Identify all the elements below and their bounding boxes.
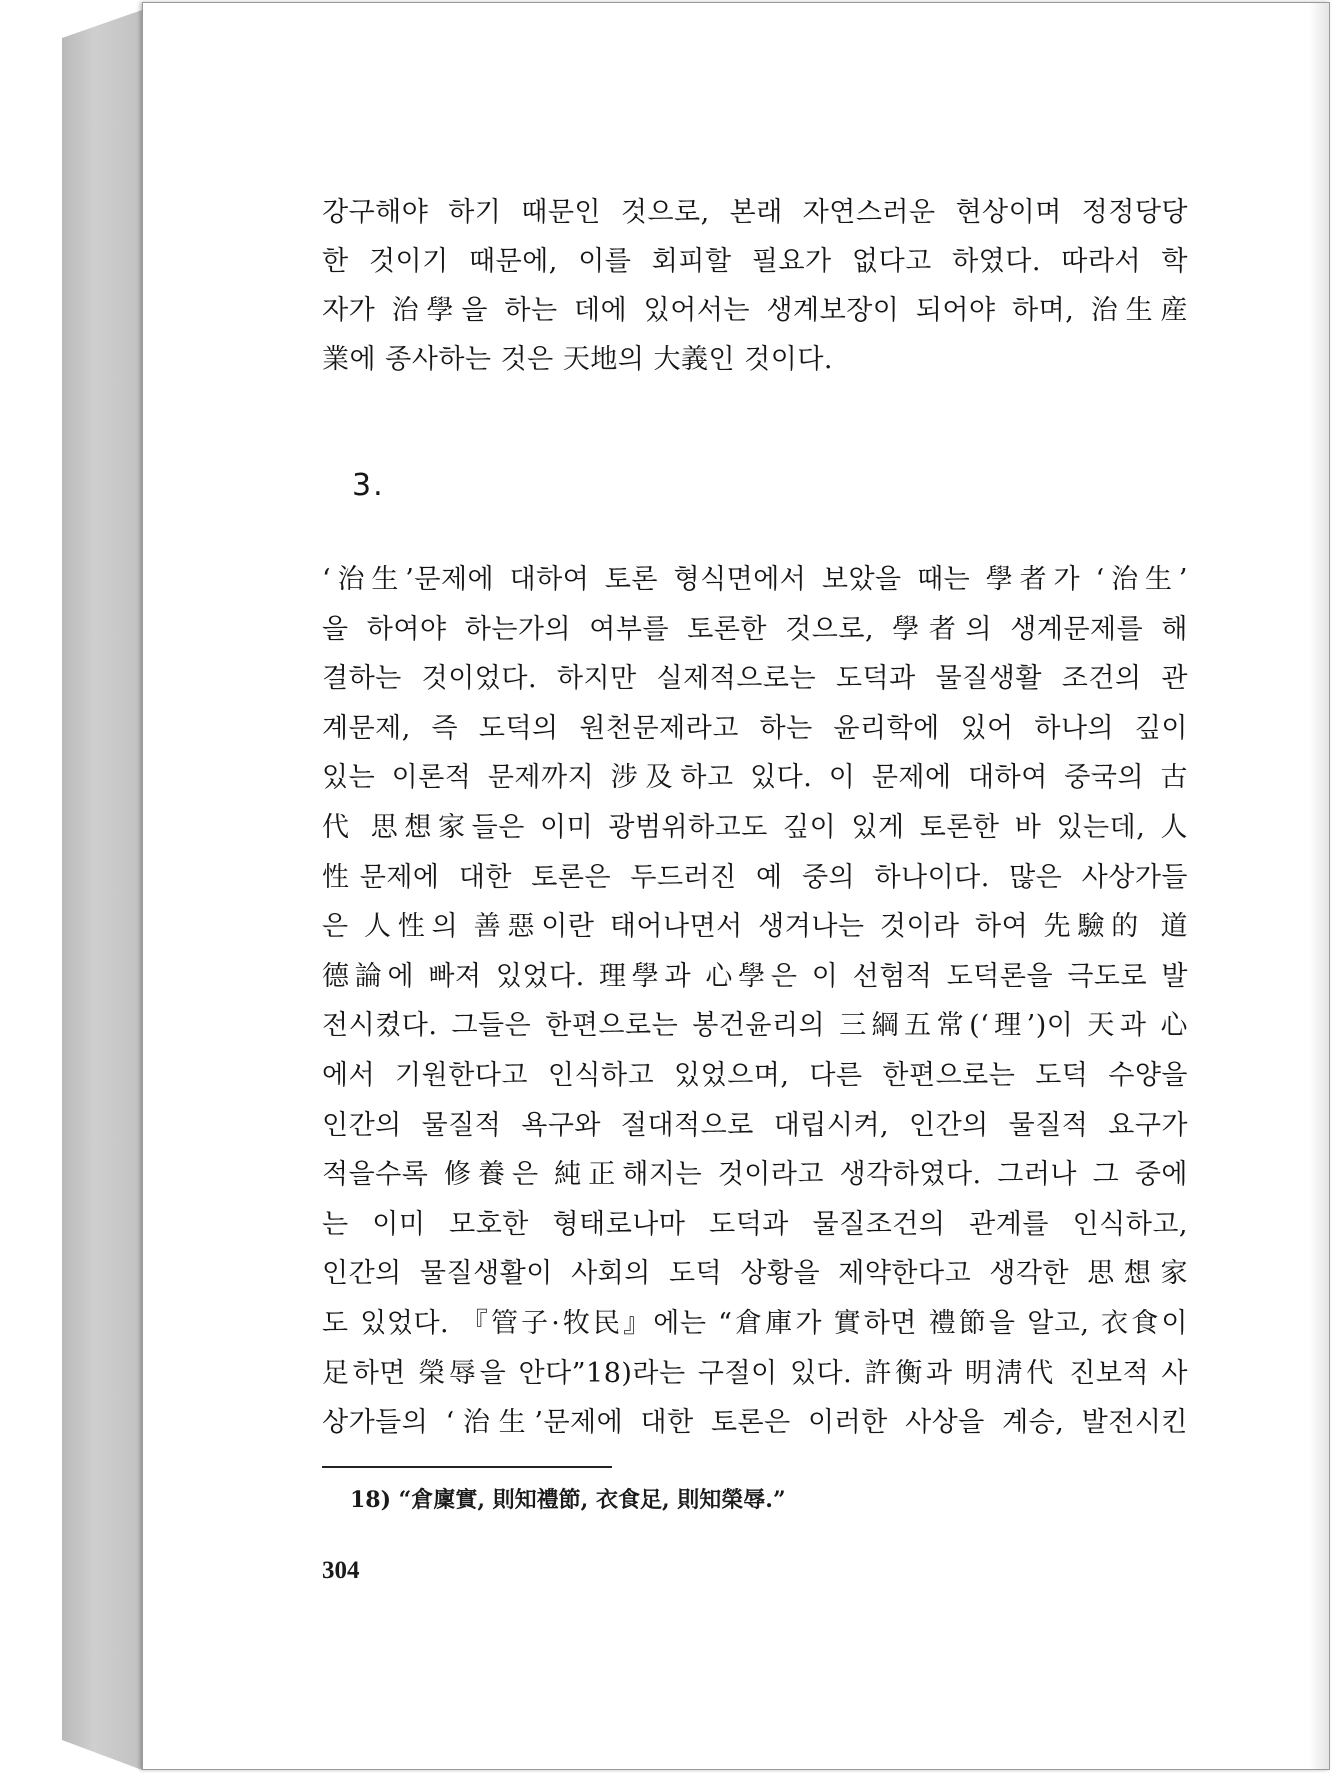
section-heading: 3. <box>352 468 385 503</box>
paragraph-line: 자가 治學을 하는 데에 있어서는 생계보장이 되어야 하며, 治生産 <box>322 295 1188 326</box>
paragraph-line: 德論에 빠져 있었다. 理學과 心學은 이 선험적 도덕론을 극도로 발 <box>322 960 1188 992</box>
paragraph-line: 는 이미 모호한 형태로나마 도덕과 물질조건의 관계를 인식하고, <box>322 1208 1188 1240</box>
paragraph-line: 상가들의 ‘治生’문제에 대한 토론은 이러한 사상을 계승, 발전시킨 <box>322 1407 1188 1439</box>
paragraph-line: 인간의 물질적 욕구와 절대적으로 대립시켜, 인간의 물질적 요구가 <box>322 1109 1188 1141</box>
paragraph-line: 인간의 물질생활이 사회의 도덕 상황을 제약한다고 생각한 思想家 <box>322 1258 1188 1290</box>
paragraph-line: 足하면 榮辱을 안다”18)라는 구절이 있다. 許衡과 明淸代 진보적 사 <box>322 1357 1188 1389</box>
footnote: 18) “倉廩實, 則知禮節, 衣食足, 則知榮辱.” <box>350 1487 786 1513</box>
paragraph-line: 業에 종사하는 것은 天地의 大義인 것이다. <box>322 344 833 375</box>
paragraph-line: 계문제, 즉 도덕의 원천문제라고 하는 윤리학에 있어 하나의 깊이 <box>322 712 1188 744</box>
paragraph-1 <box>322 188 1188 384</box>
paragraph-line: 전시켰다. 그들은 한편으로는 봉건윤리의 三綱五常(‘理’)이 天과 心 <box>322 1010 1188 1042</box>
paragraph-line: 을 하여야 하는가의 여부를 토론한 것으로, 學者의 생계문제를 해 <box>322 613 1188 645</box>
paragraph-line: 한 것이기 때문에, 이를 회피할 필요가 없다고 하였다. 따라서 학 <box>322 246 1188 277</box>
paragraph-2 <box>322 555 1188 1448</box>
page-edge-shadow <box>1309 3 1329 1769</box>
paragraph-line: 있는 이론적 문제까지 涉及하고 있다. 이 문제에 대하여 중국의 古 <box>322 762 1188 794</box>
paragraph-line: ‘治生’문제에 대하여 토론 형식면에서 보았을 때는 學者가 ‘治生’ <box>322 564 1188 595</box>
paragraph-line: 代 思想家들은 이미 광범위하고도 깊이 있게 토론한 바 있는데, 人 <box>322 811 1188 843</box>
paragraph-line: 적을수록 修養은 純正해지는 것이라고 생각하였다. 그러나 그 중에 <box>322 1159 1188 1191</box>
footnote-separator <box>322 1466 612 1468</box>
paragraph-line: 은 人性의 善惡이란 태어나면서 생겨나는 것이라 하여 先驗的 道 <box>322 911 1188 943</box>
paragraph-line: 도 있었다. 『管子·牧民』에는 “倉庫가 實하면 禮節을 알고, 衣食이 <box>322 1307 1188 1339</box>
page-number: 304 <box>322 1557 360 1584</box>
paragraph-line: 에서 기원한다고 인식하고 있었으며, 다른 한편으로는 도덕 수양을 <box>322 1059 1188 1091</box>
paragraph-line: 性문제에 대한 토론은 두드러진 예 중의 하나이다. 많은 사상가들 <box>322 861 1188 893</box>
book-spine-edge <box>62 10 142 1770</box>
paragraph-line: 강구해야 하기 때문인 것으로, 본래 자연스러운 현상이며 정정당당 <box>322 197 1188 228</box>
paragraph-line: 결하는 것이었다. 하지만 실제적으로는 도덕과 물질생활 조건의 관 <box>322 663 1188 695</box>
